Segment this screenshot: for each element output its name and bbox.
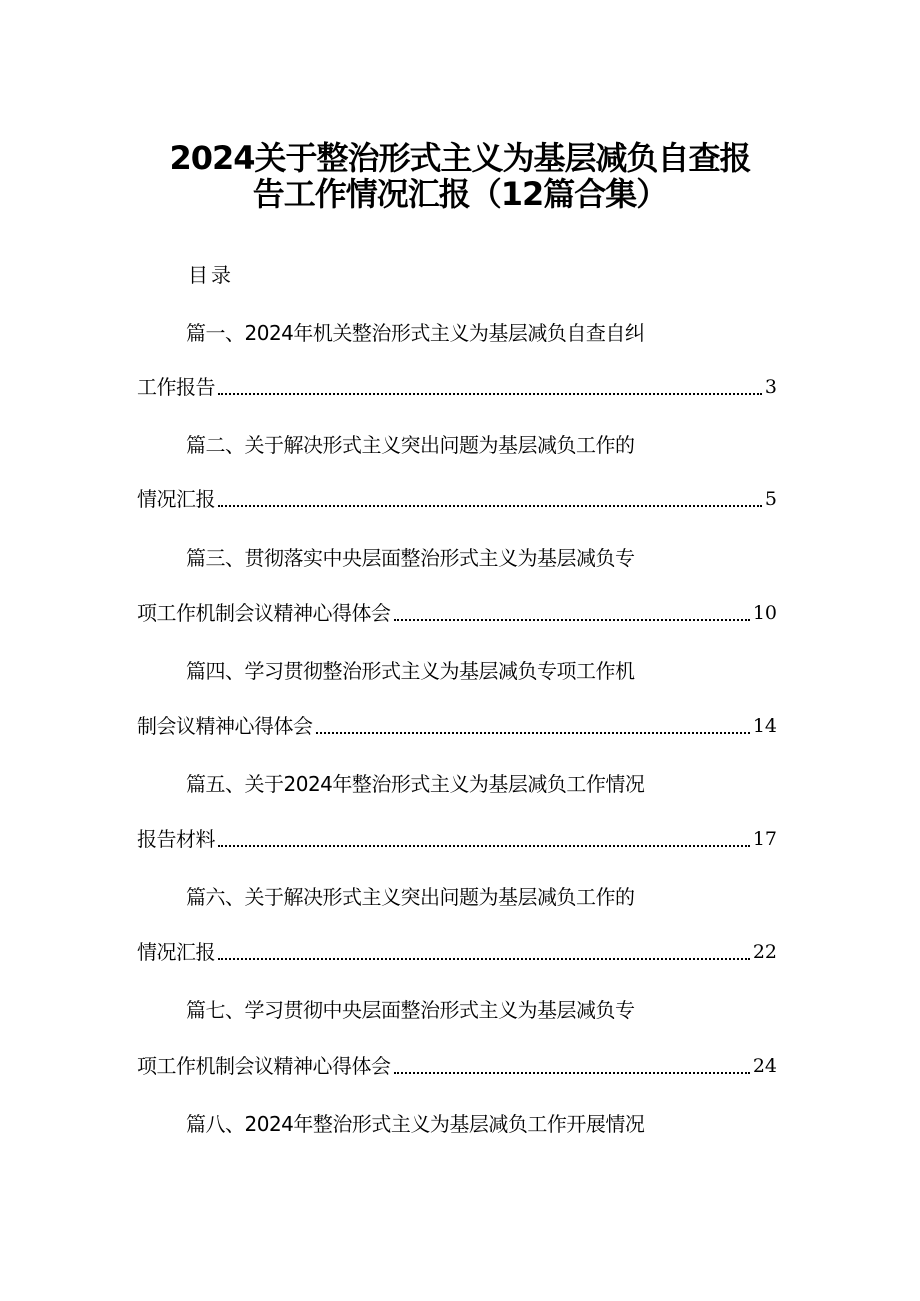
toc-entry-6-title[interactable]: 篇六、关于解决形式主义突出问题为基层减负工作的	[186, 885, 635, 909]
toc-entry-8-title[interactable]: 篇八、2024年整治形式主义为基层减负工作开展情况	[186, 1112, 645, 1136]
toc-leader-dots	[218, 844, 750, 847]
toc-entry-4-continuation[interactable]	[137, 711, 777, 741]
toc-entry-1-page: 3	[764, 376, 777, 398]
toc-leader-dots	[394, 618, 750, 621]
toc-entry-6-continuation[interactable]	[137, 937, 777, 967]
toc-entry-3-text: 项工作机制会议精神心得体会	[137, 601, 391, 625]
toc-entry-7-continuation[interactable]	[137, 1051, 777, 1081]
toc-entry-4-title[interactable]: 篇四、学习贯彻整治形式主义为基层减负专项工作机	[186, 659, 635, 683]
toc-entry-1-continuation[interactable]	[137, 372, 777, 402]
toc-entry-2-text: 情况汇报	[137, 487, 215, 511]
toc-entry-6-text: 情况汇报	[137, 940, 215, 964]
toc-entry-5-title[interactable]: 篇五、关于2024年整治形式主义为基层减负工作情况	[186, 772, 645, 796]
toc-entry-7-text: 项工作机制会议精神心得体会	[137, 1054, 391, 1078]
toc-entry-7-title[interactable]: 篇七、学习贯彻中央层面整治形式主义为基层减负专	[186, 998, 635, 1022]
toc-entry-5-page: 17	[752, 828, 777, 850]
toc-entry-3-page: 10	[752, 602, 777, 624]
toc-entry-1-text: 工作报告	[137, 375, 215, 399]
toc-leader-dots	[394, 1071, 750, 1074]
toc-entry-5-text: 报告材料	[137, 827, 215, 851]
toc-entry-2-page: 5	[764, 488, 777, 510]
toc-heading: 目录	[188, 263, 234, 287]
toc-entry-2-continuation[interactable]	[137, 484, 777, 514]
document-title-line-1: 2024关于整治形式主义为基层减负自查报	[169, 139, 751, 177]
toc-entry-4-text: 制会议精神心得体会	[137, 714, 313, 738]
toc-leader-dots	[218, 504, 762, 507]
toc-entry-6-page: 22	[752, 941, 777, 963]
toc-leader-dots	[218, 392, 762, 395]
toc-entry-7-page: 24	[752, 1055, 777, 1077]
toc-entry-4-page: 14	[752, 715, 777, 737]
toc-entry-2-title[interactable]: 篇二、关于解决形式主义突出问题为基层减负工作的	[186, 433, 635, 457]
toc-leader-dots	[218, 957, 750, 960]
document-title-line-2: 告工作情况汇报（12篇合集）	[252, 175, 668, 213]
toc-entry-3-continuation[interactable]	[137, 598, 777, 628]
toc-entry-1-title[interactable]: 篇一、2024年机关整治形式主义为基层减负自查自纠	[186, 321, 645, 345]
toc-leader-dots	[316, 731, 750, 734]
toc-entry-3-title[interactable]: 篇三、贯彻落实中央层面整治形式主义为基层减负专	[186, 546, 635, 570]
toc-entry-5-continuation[interactable]	[137, 824, 777, 854]
